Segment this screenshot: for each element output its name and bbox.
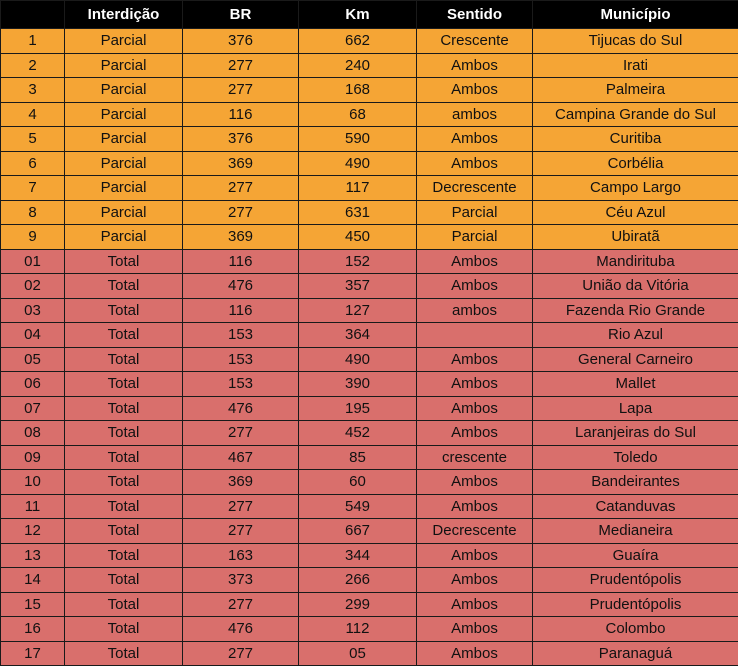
cell-interdicao: Total [65,470,183,495]
cell-km: 490 [299,347,417,372]
cell-br: 277 [183,421,299,446]
cell-sentido [417,323,533,348]
table-row [1,617,738,642]
cell-km: 68 [299,102,417,127]
cell-br: 116 [183,102,299,127]
cell-km: 390 [299,372,417,397]
cell-km: 117 [299,176,417,201]
cell-br: 153 [183,347,299,372]
table-row [1,102,738,127]
table-row [1,151,738,176]
cell-id: 01 [1,249,65,274]
cell-sentido: crescente [417,445,533,470]
cell-interdicao: Total [65,347,183,372]
cell-interdicao: Total [65,323,183,348]
cell-br: 277 [183,176,299,201]
cell-interdicao: Total [65,396,183,421]
cell-interdicao: Total [65,445,183,470]
cell-municipio: Colombo [533,617,738,642]
cell-br: 277 [183,592,299,617]
cell-sentido: Ambos [417,543,533,568]
header-interdicao: Interdição [65,1,183,29]
cell-municipio: Mallet [533,372,738,397]
cell-municipio: Laranjeiras do Sul [533,421,738,446]
cell-municipio: Medianeira [533,519,738,544]
table-row [1,421,738,446]
cell-sentido: Ambos [417,421,533,446]
cell-br: 277 [183,519,299,544]
cell-sentido: Decrescente [417,176,533,201]
cell-km: 490 [299,151,417,176]
cell-km: 85 [299,445,417,470]
cell-id: 15 [1,592,65,617]
cell-id: 11 [1,494,65,519]
cell-km: 631 [299,200,417,225]
cell-interdicao: Parcial [65,78,183,103]
cell-interdicao: Parcial [65,225,183,250]
table-row [1,372,738,397]
cell-km: 168 [299,78,417,103]
header-km: Km [299,1,417,29]
cell-interdicao: Parcial [65,102,183,127]
cell-id: 17 [1,641,65,666]
cell-km: 152 [299,249,417,274]
cell-municipio: Tijucas do Sul [533,29,738,54]
cell-id: 2 [1,53,65,78]
cell-br: 376 [183,29,299,54]
cell-id: 10 [1,470,65,495]
cell-municipio: Irati [533,53,738,78]
header-id [1,1,65,29]
cell-id: 5 [1,127,65,152]
header-row [1,1,738,29]
cell-sentido: Ambos [417,568,533,593]
cell-sentido: Ambos [417,396,533,421]
table-row [1,176,738,201]
cell-interdicao: Total [65,274,183,299]
cell-sentido: ambos [417,298,533,323]
cell-sentido: Ambos [417,53,533,78]
table-row [1,568,738,593]
cell-municipio: Corbélia [533,151,738,176]
cell-km: 549 [299,494,417,519]
cell-km: 05 [299,641,417,666]
cell-municipio: Campina Grande do Sul [533,102,738,127]
cell-sentido: Ambos [417,274,533,299]
cell-id: 03 [1,298,65,323]
cell-id: 06 [1,372,65,397]
cell-interdicao: Total [65,568,183,593]
cell-id: 12 [1,519,65,544]
cell-km: 662 [299,29,417,54]
table-row [1,225,738,250]
cell-sentido: Ambos [417,372,533,397]
cell-km: 364 [299,323,417,348]
cell-interdicao: Total [65,421,183,446]
table-row [1,347,738,372]
cell-sentido: Ambos [417,78,533,103]
cell-id: 08 [1,421,65,446]
table-row [1,53,738,78]
cell-km: 357 [299,274,417,299]
cell-km: 299 [299,592,417,617]
cell-id: 07 [1,396,65,421]
table-row [1,445,738,470]
cell-interdicao: Total [65,372,183,397]
table-row [1,200,738,225]
cell-id: 9 [1,225,65,250]
cell-km: 195 [299,396,417,421]
cell-municipio: Bandeirantes [533,470,738,495]
cell-sentido: ambos [417,102,533,127]
cell-br: 467 [183,445,299,470]
table-row [1,543,738,568]
table-body [1,29,738,666]
table-row [1,470,738,495]
cell-km: 590 [299,127,417,152]
table-row [1,396,738,421]
cell-municipio: Mandirituba [533,249,738,274]
cell-interdicao: Parcial [65,200,183,225]
cell-interdicao: Total [65,519,183,544]
cell-id: 4 [1,102,65,127]
table-row [1,592,738,617]
cell-interdicao: Total [65,494,183,519]
cell-municipio: Prudentópolis [533,568,738,593]
cell-municipio: Lapa [533,396,738,421]
cell-id: 02 [1,274,65,299]
cell-municipio: Catanduvas [533,494,738,519]
cell-br: 277 [183,53,299,78]
cell-interdicao: Total [65,592,183,617]
cell-municipio: Guaíra [533,543,738,568]
cell-sentido: Ambos [417,617,533,642]
cell-km: 60 [299,470,417,495]
cell-interdicao: Parcial [65,53,183,78]
cell-km: 667 [299,519,417,544]
cell-interdicao: Parcial [65,29,183,54]
header-br: BR [183,1,299,29]
cell-br: 277 [183,78,299,103]
cell-br: 116 [183,249,299,274]
cell-id: 05 [1,347,65,372]
cell-interdicao: Total [65,641,183,666]
cell-municipio: Curitiba [533,127,738,152]
cell-km: 344 [299,543,417,568]
cell-br: 277 [183,641,299,666]
table-row [1,249,738,274]
cell-km: 266 [299,568,417,593]
cell-sentido: Crescente [417,29,533,54]
cell-km: 452 [299,421,417,446]
cell-id: 1 [1,29,65,54]
cell-interdicao: Total [65,543,183,568]
cell-municipio: Campo Largo [533,176,738,201]
cell-br: 376 [183,127,299,152]
cell-municipio: União da Vitória [533,274,738,299]
cell-br: 277 [183,494,299,519]
cell-br: 476 [183,396,299,421]
table-row [1,519,738,544]
cell-municipio: Ubiratã [533,225,738,250]
cell-municipio: Palmeira [533,78,738,103]
cell-sentido: Parcial [417,225,533,250]
cell-br: 476 [183,617,299,642]
table-row [1,78,738,103]
cell-interdicao: Total [65,617,183,642]
cell-br: 369 [183,225,299,250]
cell-municipio: Paranaguá [533,641,738,666]
cell-sentido: Ambos [417,127,533,152]
cell-sentido: Ambos [417,151,533,176]
cell-municipio: Toledo [533,445,738,470]
cell-id: 7 [1,176,65,201]
cell-id: 13 [1,543,65,568]
cell-sentido: Ambos [417,592,533,617]
table-row [1,494,738,519]
cell-municipio: Rio Azul [533,323,738,348]
cell-interdicao: Parcial [65,151,183,176]
cell-sentido: Ambos [417,494,533,519]
cell-br: 369 [183,151,299,176]
cell-municipio: Fazenda Rio Grande [533,298,738,323]
cell-sentido: Ambos [417,249,533,274]
cell-km: 127 [299,298,417,323]
table-row [1,29,738,54]
cell-id: 09 [1,445,65,470]
cell-sentido: Ambos [417,470,533,495]
header-municipio: Município [533,1,738,29]
cell-id: 04 [1,323,65,348]
cell-sentido: Ambos [417,641,533,666]
cell-id: 14 [1,568,65,593]
cell-br: 163 [183,543,299,568]
cell-municipio: Céu Azul [533,200,738,225]
cell-sentido: Parcial [417,200,533,225]
cell-interdicao: Total [65,298,183,323]
cell-br: 373 [183,568,299,593]
cell-sentido: Ambos [417,347,533,372]
cell-km: 112 [299,617,417,642]
cell-km: 450 [299,225,417,250]
cell-interdicao: Parcial [65,127,183,152]
cell-km: 240 [299,53,417,78]
cell-br: 476 [183,274,299,299]
cell-id: 3 [1,78,65,103]
cell-interdicao: Parcial [65,176,183,201]
table-row [1,298,738,323]
cell-municipio: Prudentópolis [533,592,738,617]
cell-id: 8 [1,200,65,225]
cell-br: 153 [183,372,299,397]
cell-br: 116 [183,298,299,323]
cell-interdicao: Total [65,249,183,274]
cell-id: 6 [1,151,65,176]
cell-id: 16 [1,617,65,642]
table-row [1,323,738,348]
cell-br: 153 [183,323,299,348]
cell-municipio: General Carneiro [533,347,738,372]
header-sentido: Sentido [417,1,533,29]
table-row [1,127,738,152]
cell-br: 369 [183,470,299,495]
cell-br: 277 [183,200,299,225]
cell-sentido: Decrescente [417,519,533,544]
table-row [1,274,738,299]
table-row [1,641,738,666]
